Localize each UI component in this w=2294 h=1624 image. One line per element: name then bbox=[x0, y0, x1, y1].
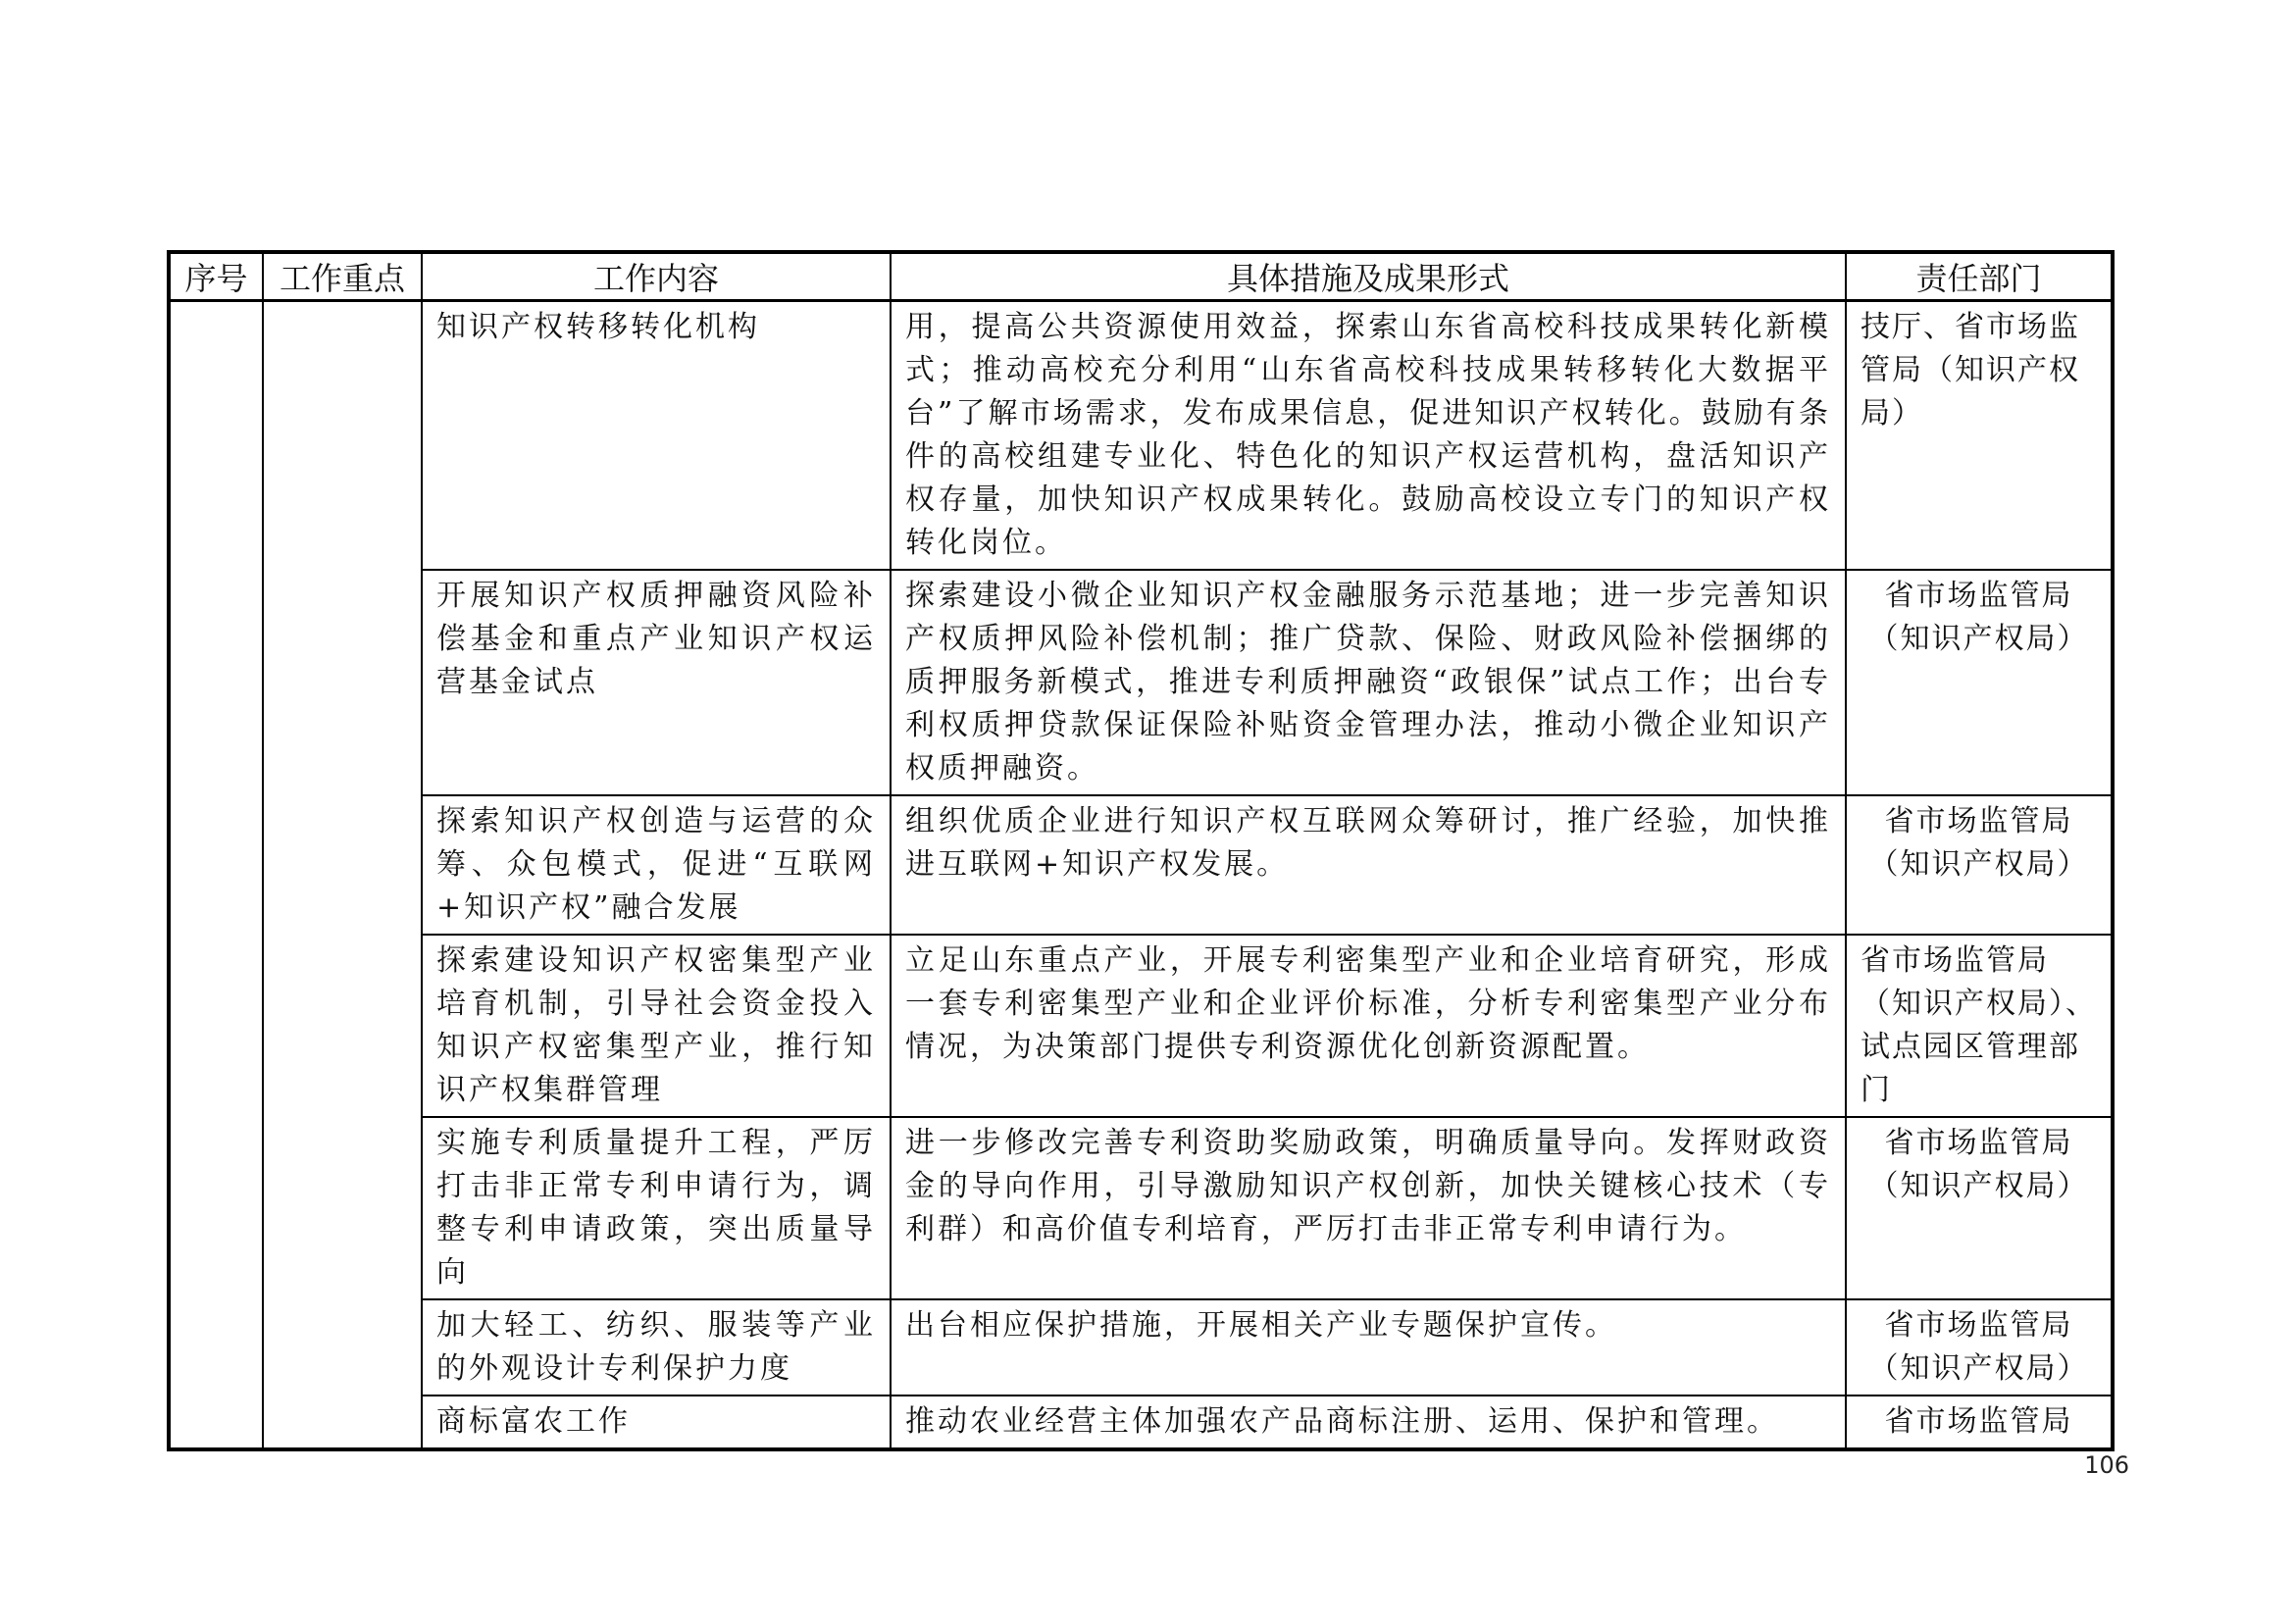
content-cell: 实施专利质量提升工程，严厉打击非正常专利申请行为，调整专利申请政策，突出质量导向 bbox=[422, 1117, 891, 1299]
content-cell: 加大轻工、纺织、服装等产业的外观设计专利保护力度 bbox=[422, 1299, 891, 1396]
dept-cell: 省市场监管局（知识产权局） bbox=[1846, 570, 2113, 795]
page-number: 106 bbox=[2084, 1451, 2129, 1479]
measures-cell: 出台相应保护措施，开展相关产业专题保护宣传。 bbox=[891, 1299, 1846, 1396]
header-index: 序号 bbox=[169, 252, 263, 301]
content-cell: 探索建设知识产权密集型产业培育机制，引导社会资金投入知识产权密集型产业，推行知识产权集群管理 bbox=[422, 935, 891, 1117]
content-cell: 开展知识产权质押融资风险补偿基金和重点产业知识产权运营基金试点 bbox=[422, 570, 891, 795]
dept-cell: 省市场监管局（知识产权局） bbox=[1846, 795, 2113, 935]
table-header-row bbox=[169, 252, 2113, 301]
content-cell: 探索知识产权创造与运营的众筹、众包模式，促进“互联网+知识产权”融合发展 bbox=[422, 795, 891, 935]
dept-cell: 省市场监管局（知识产权局）、试点园区管理部门 bbox=[1846, 935, 2113, 1117]
table-row bbox=[169, 1299, 2113, 1396]
dept-cell: 省市场监管局（知识产权局） bbox=[1846, 1299, 2113, 1396]
header-measures: 具体措施及成果形式 bbox=[891, 252, 1846, 301]
measures-cell: 进一步修改完善专利资助奖励政策，明确质量导向。发挥财政资金的导向作用，引导激励知识产权创新，加快关键核心技术（专利群）和高价值专利培育，严厉打击非正常专利申请行为。 bbox=[891, 1117, 1846, 1299]
dept-cell: 省市场监管局 bbox=[1846, 1396, 2113, 1449]
measures-cell: 立足山东重点产业，开展专利密集型产业和企业培育研究，形成一套专利密集型产业和企业评价标准，分析专利密集型产业分布情况，为决策部门提供专利资源优化创新资源配置。 bbox=[891, 935, 1846, 1117]
measures-cell: 推动农业经营主体加强农产品商标注册、运用、保护和管理。 bbox=[891, 1396, 1846, 1449]
measures-cell: 用，提高公共资源使用效益，探索山东省高校科技成果转化新模式；推动高校充分利用“山东省高校科技成果转移转化大数据平台”了解市场需求，发布成果信息，促进知识产权转化。鼓励有条件的高校组建专业化、特色化的知识产权运营机构，盘活知识产权存量，加快知识产权成果转化。鼓励高校设立专门的知识产权转化岗位。 bbox=[891, 301, 1846, 571]
dept-cell: 省市场监管局（知识产权局） bbox=[1846, 1117, 2113, 1299]
measures-cell: 探索建设小微企业知识产权金融服务示范基地；进一步完善知识产权质押风险补偿机制；推广贷款、保险、财政风险补偿捆绑的质押服务新模式，推进专利质押融资“政银保”试点工作；出台专利权质押贷款保证保险补贴资金管理办法，推动小微企业知识产权质押融资。 bbox=[891, 570, 1846, 795]
table-row bbox=[169, 301, 2113, 571]
header-content: 工作内容 bbox=[422, 252, 891, 301]
measures-cell: 组织优质企业进行知识产权互联网众筹研讨，推广经验，加快推进互联网+知识产权发展。 bbox=[891, 795, 1846, 935]
table-row bbox=[169, 1117, 2113, 1299]
content-cell: 知识产权转移转化机构 bbox=[422, 301, 891, 571]
table-row bbox=[169, 570, 2113, 795]
focus-cell bbox=[263, 301, 422, 1450]
header-focus: 工作重点 bbox=[263, 252, 422, 301]
index-cell bbox=[169, 301, 263, 1450]
dept-cell: 技厅、省市场监管局（知识产权局） bbox=[1846, 301, 2113, 571]
work-plan-table bbox=[167, 250, 2115, 1451]
content-cell: 商标富农工作 bbox=[422, 1396, 891, 1449]
table-row bbox=[169, 935, 2113, 1117]
table-row bbox=[169, 1396, 2113, 1449]
table-row bbox=[169, 795, 2113, 935]
header-dept: 责任部门 bbox=[1846, 252, 2113, 301]
